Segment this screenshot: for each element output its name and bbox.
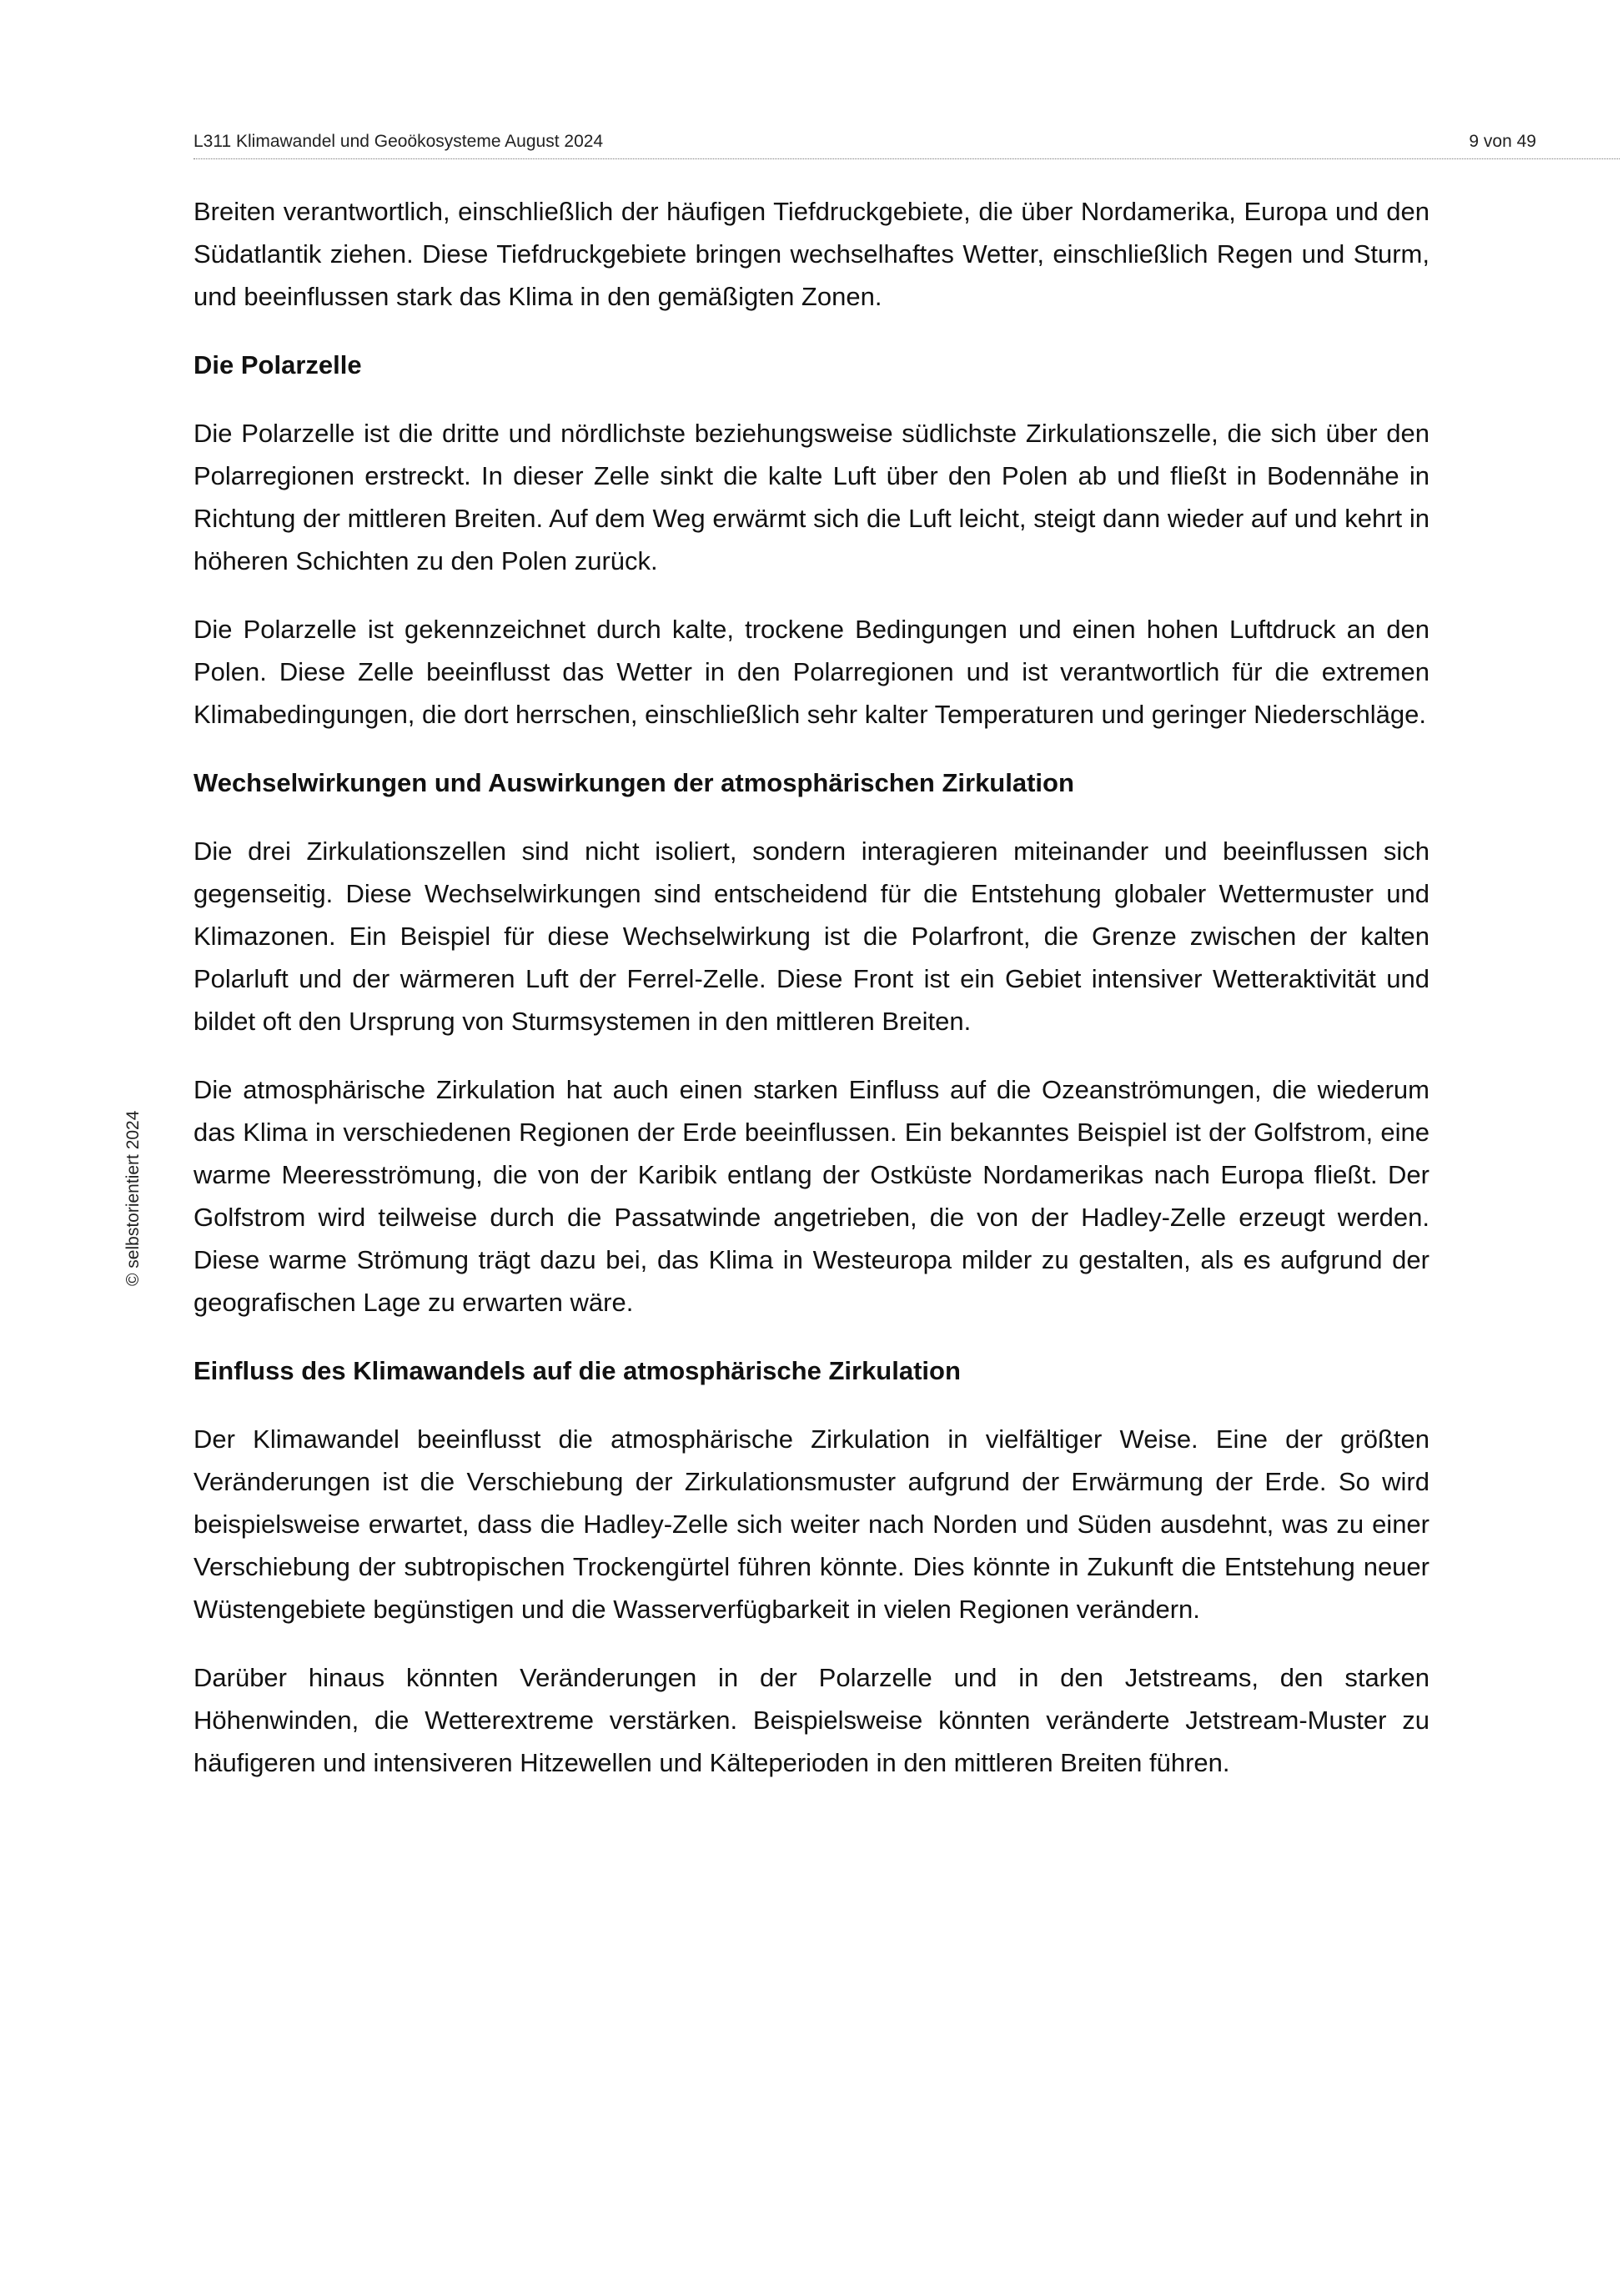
paragraph-polarzelle-1: Die Polarzelle ist die dritte und nördlichste beziehungsweise südlichste Zirkulationszelle, die sich über den Polarregionen erstreckt. In dieser Zelle sinkt die kalte Luft über den Polen ab und fließt in Bodennähe in Richtung der mittleren Breiten. Auf dem Weg erwärmt sich die Luft leicht, steigt dann wieder auf und kehrt in höheren Schichten zu den Polen zurück. bbox=[193, 419, 1430, 575]
page-number: 9 von 49 bbox=[1469, 132, 1536, 151]
section-heading-wechselwirkungen: Wechselwirkungen und Auswirkungen der atmosphärischen Zirkulation bbox=[193, 768, 1074, 797]
paragraph-wechselwirkungen-2: Die atmosphärische Zirkulation hat auch einen starken Einfluss auf die Ozeanströmungen, die wiederum das Klima in verschiedenen Regionen der Erde beeinflussen. Ein bekanntes Beispiel ist der Golfstrom, eine warme Meeresströmung, die von der Karibik entlang der Ostküste Nordamerikas nach Europa fließt. Der Golfstrom wird teilweise durch die Passatwinde angetrieben, die von der Hadley-Zelle erzeugt werden. Diese warme Strömung trägt dazu bei, das Klima in Westeuropa milder zu gestalten, als es aufgrund der geografischen Lage zu erwarten wäre. bbox=[193, 1075, 1430, 1317]
page-header bbox=[193, 127, 1620, 159]
header-title: L311 Klimawandel und Geoökosysteme August 2024 bbox=[193, 132, 604, 151]
copyright-note: © selbstorientiert 2024 bbox=[123, 1110, 143, 1286]
paragraph-klimawandel-2: Darüber hinaus könnten Veränderungen in der Polarzelle und in den Jetstreams, den starken Höhenwinden, die Wetterextreme verstärken. Beispielsweise könnten veränderte Jetstream-Muster zu häufigeren und intensiveren Hitzewellen und Kälteperioden in den mittleren Breiten führen. bbox=[193, 1663, 1430, 1777]
paragraph-continuation: Breiten verantwortlich, einschließlich der häufigen Tiefdruckgebiete, die über Nordamerika, Europa und den Südatlantik ziehen. Diese Tiefdruckgebiete bringen wechselhaftes Wetter, einschließlich Regen und Sturm, und beeinflussen stark das Klima in den gemäßigten Zonen. bbox=[193, 197, 1430, 311]
paragraph-wechselwirkungen-1: Die drei Zirkulationszellen sind nicht isoliert, sondern interagieren miteinander und beeinflussen sich gegenseitig. Diese Wechselwirkungen sind entscheidend für die Entstehung globaler Wettermuster und Klimazonen. Ein Beispiel für diese Wechselwirkung ist die Polarfront, die Grenze zwischen der kalten Polarluft und der wärmeren Luft der Ferrel-Zelle. Diese Front ist ein Gebiet intensiver Wetteraktivität und bildet oft den Ursprung von Sturmsystemen in den mittleren Breiten. bbox=[193, 837, 1430, 1036]
section-heading-polarzelle: Die Polarzelle bbox=[193, 350, 362, 379]
paragraph-klimawandel-1: Der Klimawandel beeinflusst die atmosphärische Zirkulation in vielfältiger Weise. Eine der größten Veränderungen ist die Verschiebung der Zirkulationsmuster aufgrund der Erwärmung der Erde. So wird beispielsweise erwartet, dass die Hadley-Zelle sich weiter nach Norden und Süden ausdehnt, was zu einer Verschiebung der subtropischen Trockengürtel führen könnte. Dies könnte in Zukunft die Entstehung neuer Wüstengebiete begünstigen und die Wasserverfügbarkeit in vielen Regionen verändern. bbox=[193, 1424, 1430, 1624]
section-heading-klimawandel: Einfluss des Klimawandels auf die atmosphärische Zirkulation bbox=[193, 1356, 961, 1385]
paragraph-polarzelle-2: Die Polarzelle ist gekennzeichnet durch kalte, trockene Bedingungen und einen hohen Luftdruck an den Polen. Diese Zelle beeinflusst das Wetter in den Polarregionen und ist verantwortlich für die extremen Klimabedingungen, die dort herrschen, einschließlich sehr kalter Temperaturen und geringer Niederschläge. bbox=[193, 615, 1430, 729]
page-content bbox=[193, 190, 1430, 1810]
